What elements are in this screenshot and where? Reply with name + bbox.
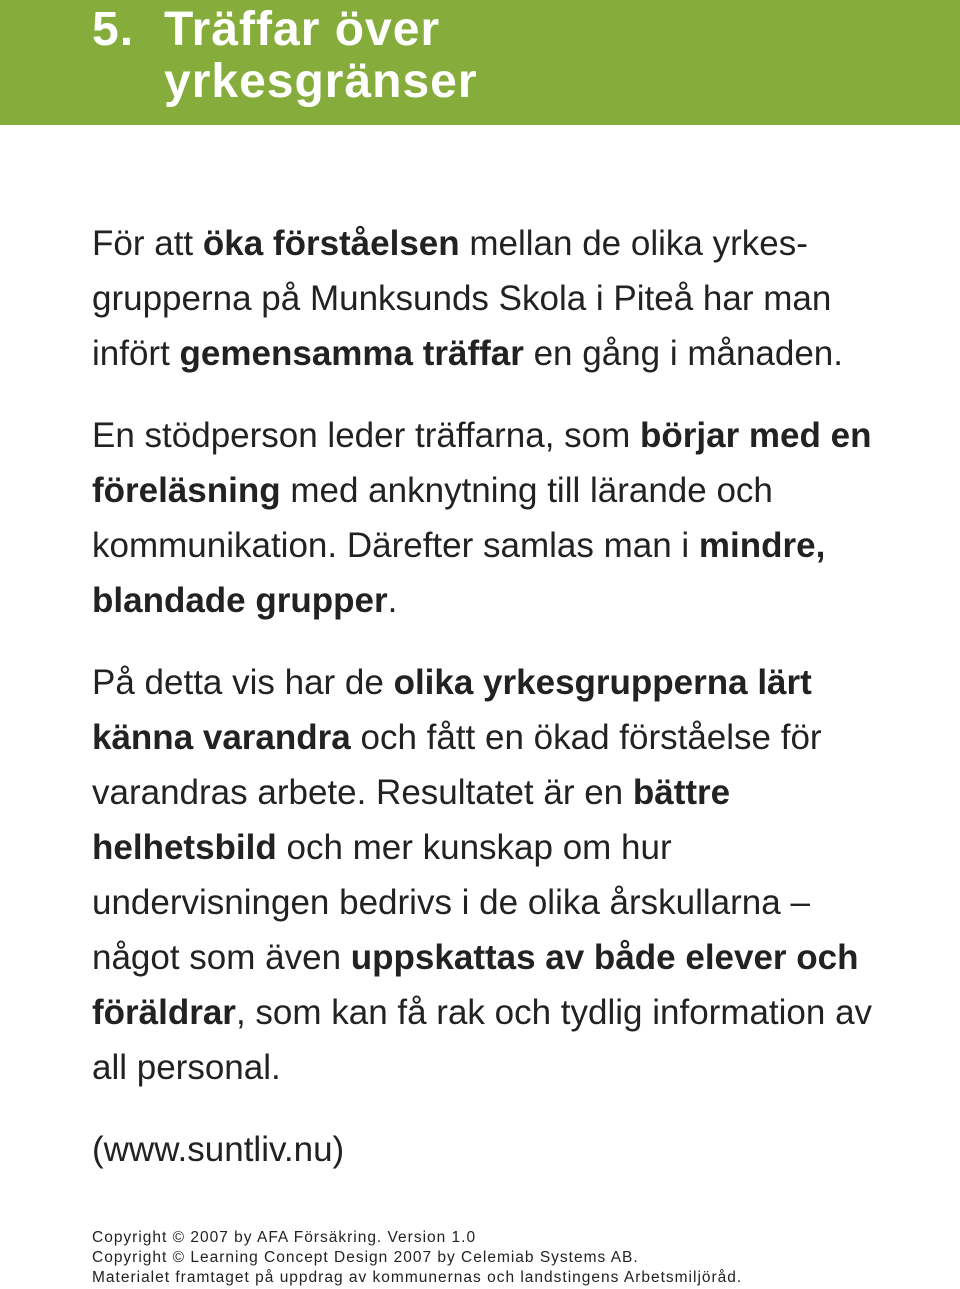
paragraph-2 (92, 408, 892, 628)
bold-text-segment: olika yrkesgrupperna lärt känna varandra (92, 663, 812, 757)
text-segment: mellan de olika yrkesgrupperna på Munksunds Skola i Piteå har man infört (92, 224, 832, 373)
source-link: (www.suntliv.nu) (92, 1130, 345, 1169)
title-line-1: Träffar över (164, 3, 441, 56)
text-segment: För att (92, 224, 203, 263)
text-segment: och fått en ökad förståelse för varandras arbete. Resultatet är en (92, 718, 822, 812)
copyright-line-3: Materialet framtaget på uppdrag av kommunernas och landstingens Arbetsmiljöråd. (92, 1269, 743, 1286)
copyright-line-2: Copyright © Learning Concept Design 2007 by Celemiab Systems AB. (92, 1249, 639, 1266)
copyright-footer (92, 1228, 742, 1288)
text-segment: . (387, 581, 398, 620)
body-text (92, 216, 892, 1204)
page-title (92, 4, 478, 108)
title-line-2: yrkesgränser (164, 55, 478, 108)
bold-text-segment: gemensamma träffar (179, 334, 524, 373)
text-segment: En stödperson leder träffarna, som (92, 416, 640, 455)
bold-text-segment: öka förståelsen (202, 224, 460, 263)
text-segment: en gång i månaden. (523, 334, 843, 373)
paragraph-3 (92, 655, 892, 1095)
paragraph-1 (92, 216, 892, 381)
bold-text-segment: börjar med en föreläsning (92, 416, 872, 510)
bold-text-segment: uppskattas av både elever och föräldrar (92, 938, 859, 1032)
text-segment: , som kan få rak och tydlig information av all personal. (92, 993, 873, 1087)
section-number: 5. (92, 3, 135, 56)
bold-text-segment: bättre helhetsbild (92, 773, 731, 867)
text-segment: med anknytning till lärande och kommunikation. Därefter samlas man i (92, 471, 773, 565)
bold-text-segment: mindre, blandade grupper (92, 526, 826, 620)
text-segment: På detta vis har de (92, 663, 394, 702)
text-segment: och mer kunskap om hur undervisningen bedrivs i de olika årskullarna – något som även (92, 828, 810, 977)
header-band (0, 0, 960, 125)
copyright-line-1: Copyright © 2007 by AFA Försäkring. Version 1.0 (92, 1229, 477, 1246)
